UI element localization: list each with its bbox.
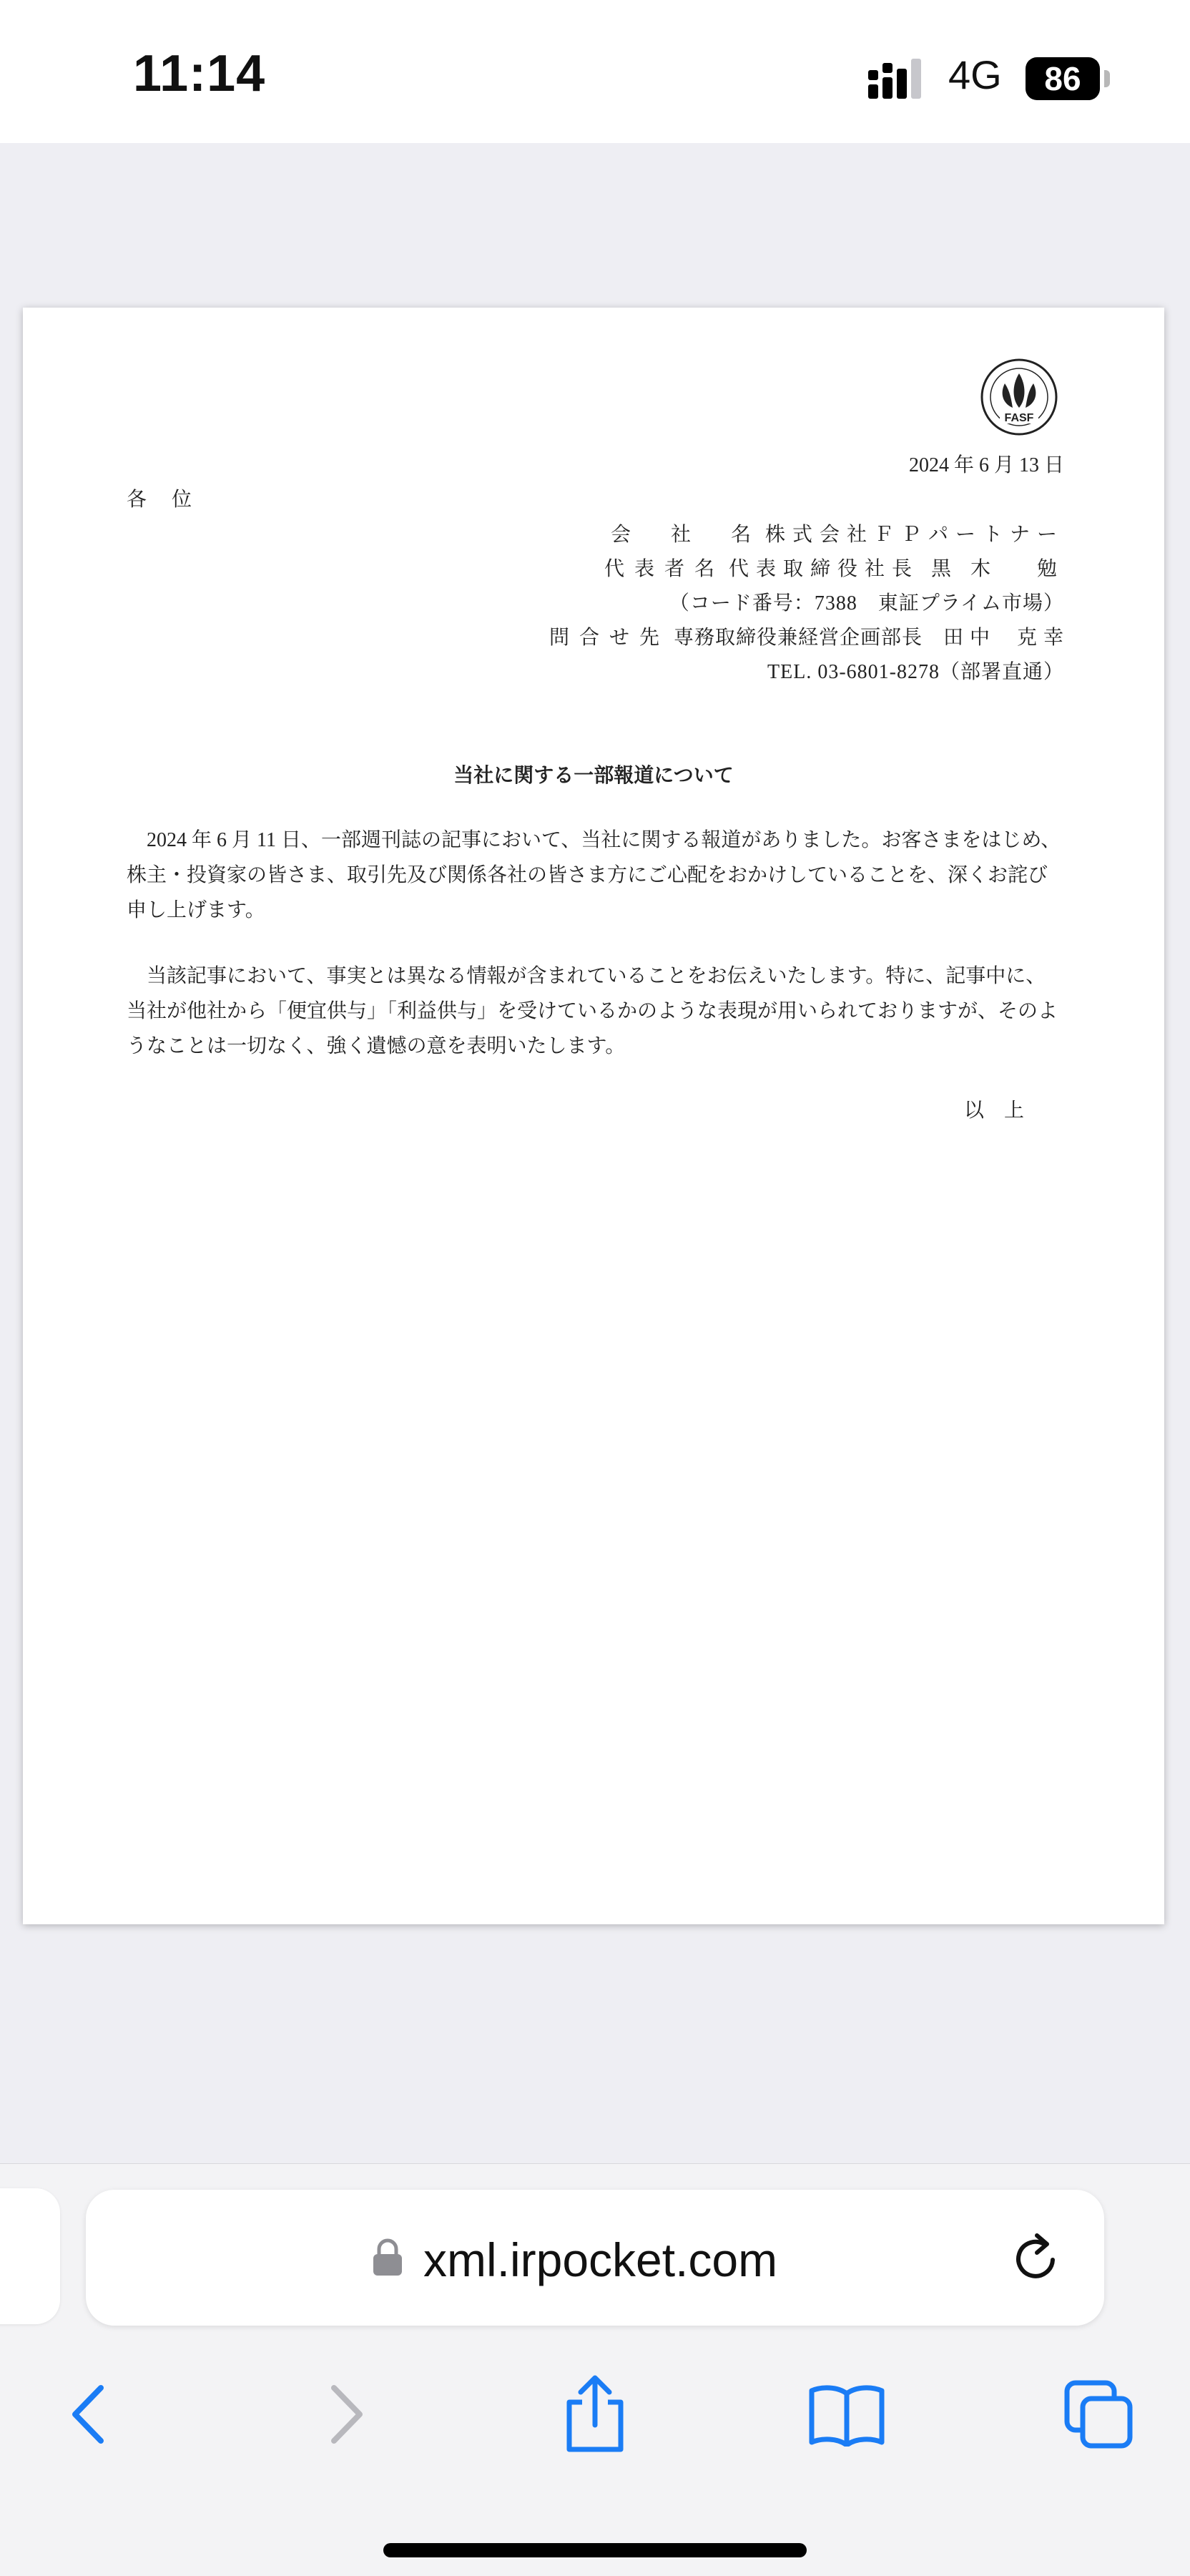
url-text[interactable]: xml.irpocket.com <box>423 2233 778 2286</box>
bookmarks-icon <box>807 2382 886 2447</box>
representative-value: 代表取締役社長 黒 木 勉 <box>728 558 1064 580</box>
lock-icon <box>372 2238 403 2277</box>
battery-cap-icon <box>1104 70 1110 87</box>
document-date: 2024 年 6 月 13 日 <box>908 454 1064 476</box>
contact-value: 専務取締役兼経営企画部長 田 中 克 幸 <box>673 627 1064 649</box>
contact-row <box>549 621 1064 655</box>
document-paragraph-2: 当該記事において、事実とは異なる情報が含まれていることをお伝えいたします。特に、記事中に、当社が他社から「便宜供与」「利益供与」を受けているかのような表現が用いられておりますが、そのようなことは一切なく、強く遺憾の意を表明いたします。 <box>127 965 1058 1057</box>
company-name-value: 株式会社ＦＰパートナー <box>764 524 1064 546</box>
share-icon <box>561 2375 629 2454</box>
document-closing: 以上 <box>963 1100 1044 1122</box>
cellular-signal-icon <box>868 59 931 99</box>
forward-button[interactable] <box>303 2371 389 2457</box>
logo-text: FASF <box>1004 412 1034 424</box>
browser-bottom-bar <box>0 2163 1190 2576</box>
company-code-row <box>549 587 1064 621</box>
back-icon <box>64 2382 114 2447</box>
document-title: 当社に関する一部報道について <box>453 765 734 787</box>
document-addressee: 各 位 <box>127 489 202 511</box>
company-name-row <box>549 518 1064 552</box>
network-type: 4G <box>948 52 1002 97</box>
telephone-row <box>549 655 1064 690</box>
share-button[interactable] <box>552 2371 638 2457</box>
address-bar[interactable] <box>86 2190 1104 2326</box>
company-name-label: 会 社 名 <box>610 524 761 546</box>
status-bar <box>0 0 1190 143</box>
representative-label: 代表者名 <box>604 558 724 580</box>
document-page <box>23 308 1164 1924</box>
telephone: TEL. 03-6801-8278（部署直通） <box>767 661 1064 683</box>
tabs-button[interactable] <box>1056 2371 1141 2457</box>
home-indicator <box>383 2543 807 2557</box>
forward-icon <box>321 2382 371 2447</box>
representative-row <box>549 552 1064 587</box>
back-button[interactable] <box>46 2371 132 2457</box>
fasf-logo <box>980 358 1058 436</box>
status-time: 11:14 <box>133 45 266 102</box>
tabs-icon <box>1063 2379 1134 2450</box>
company-code: （コード番号：7388 東証プライム市場） <box>669 592 1064 614</box>
battery-level: 86 <box>1026 57 1100 100</box>
company-info <box>549 518 1064 690</box>
document-paragraph-1: 2024 年 6 月 11 日、一部週刊誌の記事において、当社に関する報道がありました。お客さまをはじめ、株主・投資家の皆さま、取引先及び関係各社の皆さま方にご心配をおかけしていることを、深くお詫び申し上げます。 <box>127 829 1061 921</box>
previous-tab-peek[interactable] <box>0 2188 60 2324</box>
reload-icon[interactable] <box>1008 2231 1064 2287</box>
contact-label: 問合せ先 <box>549 627 669 649</box>
bookmarks-button[interactable] <box>804 2371 890 2457</box>
